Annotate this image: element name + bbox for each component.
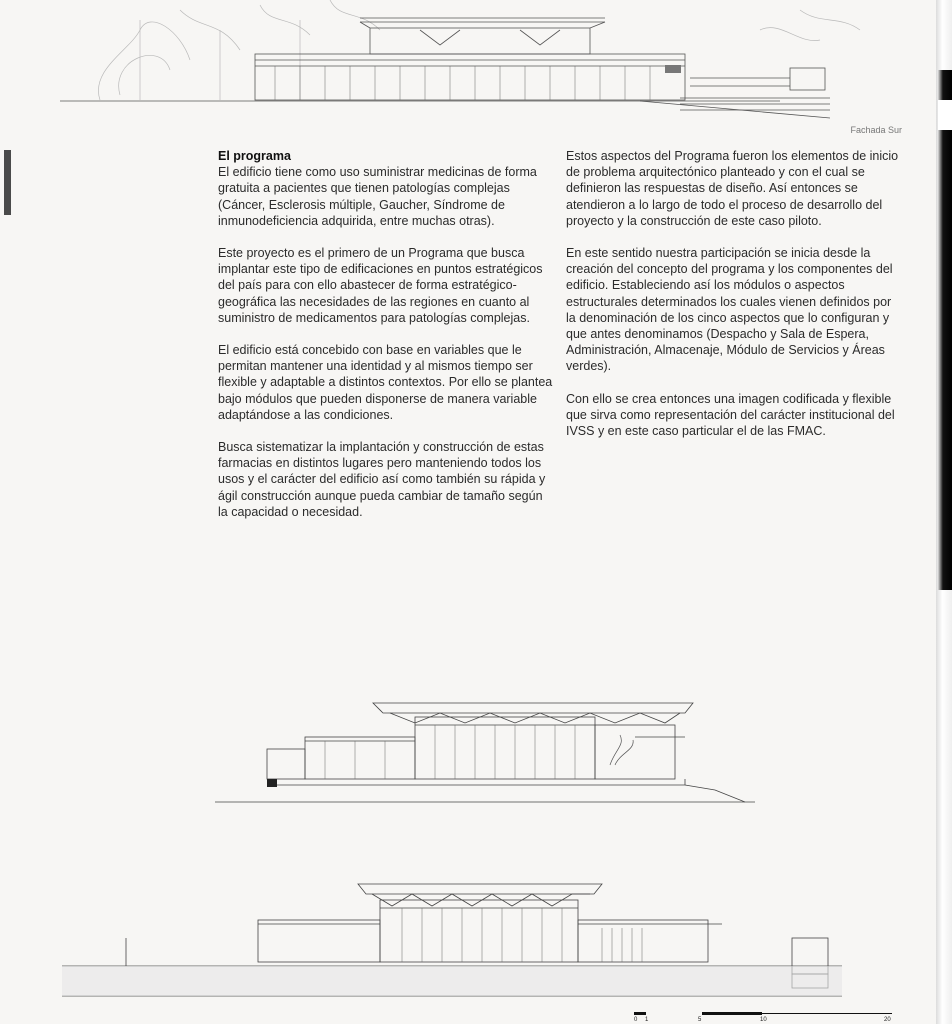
body-paragraph: El edificio tiene como uso suministrar medicinas de forma gratuita a pacientes que tienen patologías complejas (Cáncer, Esclerosis múltiple, Gaucher, Síndrome de inmunodeficiencia adquirida, entre muchas otras). [218, 165, 537, 228]
scale-label: 0 [634, 1017, 638, 1023]
section-heading: El programa [218, 149, 291, 163]
scale-bar-segment [634, 1012, 646, 1015]
drawing-caption: Fachada Sur [850, 125, 902, 135]
body-paragraph: En este sentido nuestra participación se inicia desde la creación del concepto del programa y los componentes del edificio. Estableciendo así los módulos o aspectos estructurales determinados los cuales vienen definidos por la denominación de los cinco aspectos que lo configuran y que antes denominamos (Despacho y Sala de Espera, Administración, Almacenaje, Módulo de Servicios y Áreas verdes). [566, 246, 893, 374]
body-paragraph: Este proyecto es el primero de un Programa que busca implantar este tipo de edificaciones en puntos estratégicos del país para con ello abastecer de forma estratégico-geográfica las necesidades de las regiones en cuanto al suministro de medicamentos para patologías complejas. [218, 246, 543, 325]
body-paragraph: Busca sistematizar la implantación y construcción de estas farmacias en distintos lugares pero manteniendo todos los usos y el carácter del edificio así como también su rápida y ágil construcción aunque pueda cambiar de tamaño según la capacidad o necesidad. [218, 440, 546, 519]
body-paragraph: Con ello se crea entonces una imagen codificada y flexible que sirva como representación del carácter institucional del IVSS y en este caso particular el de las FMAC. [566, 391, 895, 439]
scale-bar [634, 1008, 894, 1024]
scale-bar-segment [762, 1013, 892, 1014]
scale-label: 10 [760, 1017, 767, 1023]
page-edge-mark [4, 150, 11, 215]
scale-label: 5 [698, 1017, 702, 1023]
right-text-column [566, 148, 902, 455]
scale-bar-segment [702, 1012, 762, 1015]
left-text-column [218, 148, 554, 536]
scale-label: 20 [884, 1017, 891, 1023]
page-edge-tab-gap [938, 100, 952, 130]
body-paragraph: Estos aspectos del Programa fueron los elementos de inicio de problema arquitectónico planteado y con el cual se definieron las respuestas de diseño. Así entonces se atendieron a lo largo de todo el proceso de desarrollo del proyecto y la construcción de este caso piloto. [566, 149, 899, 228]
body-paragraph: El edificio está concebido con base en variables que le permitan mantener una identidad y al mismos tiempo ser flexible y adaptable a distintos contextos. Por ello se plantea bajo módulos que pueden disponerse de manera variable adaptándose a las condiciones. [218, 343, 553, 422]
longitudinal-section-drawing [62, 878, 842, 1003]
cross-section-drawing [215, 695, 755, 810]
scale-label: 1 [645, 1017, 649, 1023]
south-facade-drawing [60, 0, 910, 125]
page-edge-tab [938, 70, 952, 590]
